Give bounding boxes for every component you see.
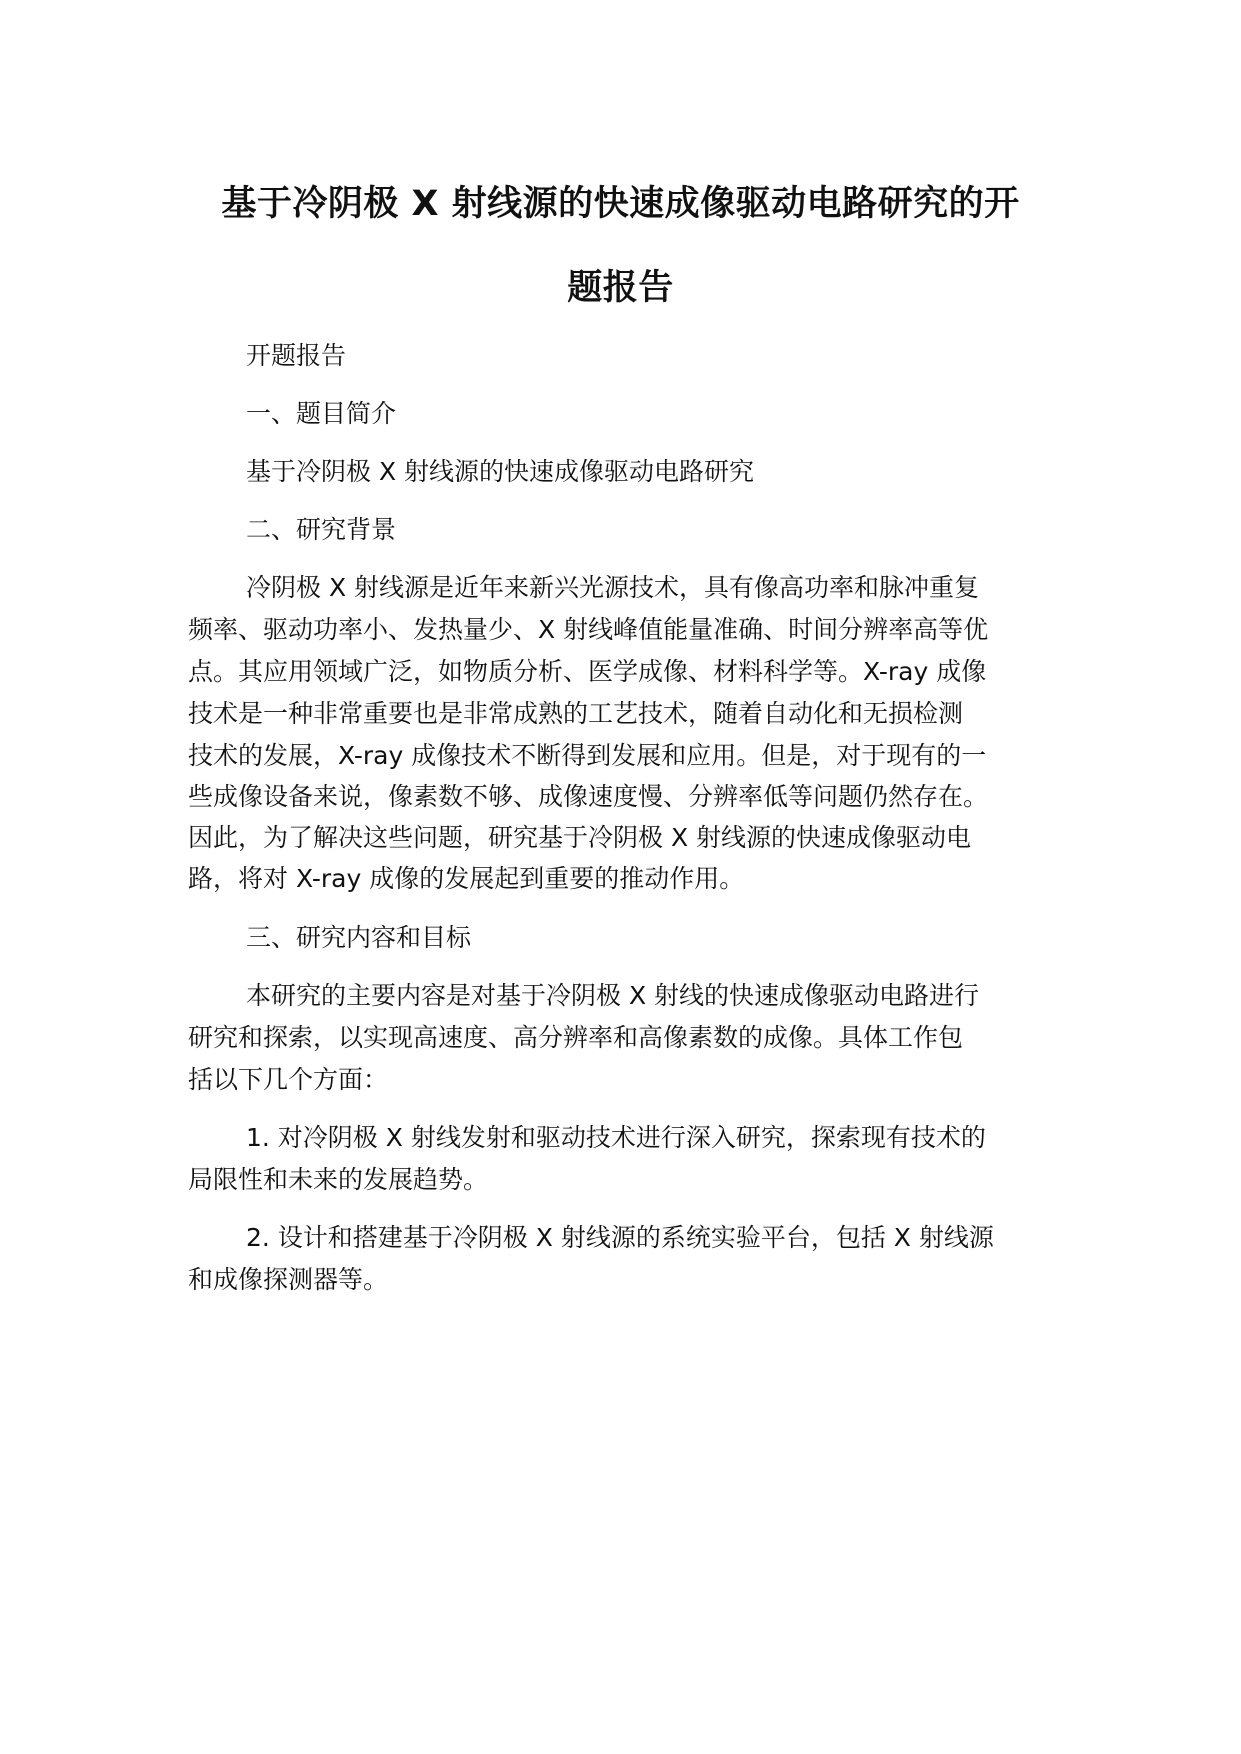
- section-3-paragraph-line: 本研究的主要内容是对基于冷阴极 X 射线的快速成像驱动电路进行: [246, 981, 980, 1010]
- list-item-1-line: 局限性和未来的发展趋势。: [188, 1165, 489, 1194]
- section-2-paragraph-line: 些成像设备来说，像素数不够、成像速度慢、分辨率低等问题仍然存在。: [188, 782, 989, 811]
- section-1-heading: 一、题目简介: [246, 399, 397, 428]
- section-2-paragraph-line: 点。其应用领域广泛，如物质分析、医学成像、材料科学等。X-ray 成像: [188, 657, 987, 686]
- section-1-text: 基于冷阴极 X 射线源的快速成像驱动电路研究: [246, 457, 755, 486]
- section-2-heading: 二、研究背景: [246, 515, 397, 544]
- section-2-paragraph-line: 冷阴极 X 射线源是近年来新兴光源技术，具有像高功率和脉冲重复: [246, 573, 980, 602]
- section-2-paragraph-line: 路，将对 X-ray 成像的发展起到重要的推动作用。: [188, 864, 745, 893]
- section-3-paragraph-line: 括以下几个方面：: [188, 1065, 389, 1094]
- section-3-heading: 三、研究内容和目标: [246, 923, 472, 952]
- section-2-paragraph-line: 技术的发展，X-ray 成像技术不断得到发展和应用。但是，对于现有的一: [188, 741, 987, 770]
- document-title-line-1: 基于冷阴极 X 射线源的快速成像驱动电路研究的开: [221, 184, 1020, 224]
- section-2-paragraph-line: 因此，为了解决这些问题，研究基于冷阴极 X 射线源的快速成像驱动电: [188, 823, 972, 852]
- document-title-line-2: 题报告: [567, 268, 674, 308]
- section-3-paragraph-line: 研究和探索，以实现高速度、高分辨率和高像素数的成像。具体工作包: [188, 1023, 964, 1052]
- report-label: 开题报告: [246, 341, 347, 370]
- list-item-2-line: 2. 设计和搭建基于冷阴极 X 射线源的系统实验平台，包括 X 射线源: [246, 1223, 994, 1252]
- section-2-paragraph-line: 频率、驱动功率小、发热量少、X 射线峰值能量准确、时间分辨率高等优: [188, 615, 989, 644]
- section-2-paragraph-line: 技术是一种非常重要也是非常成熟的工艺技术，随着自动化和无损检测: [188, 699, 964, 728]
- list-item-2-line: 和成像探测器等。: [188, 1265, 389, 1294]
- list-item-1-line: 1. 对冷阴极 X 射线发射和驱动技术进行深入研究，探索现有技术的: [246, 1123, 986, 1152]
